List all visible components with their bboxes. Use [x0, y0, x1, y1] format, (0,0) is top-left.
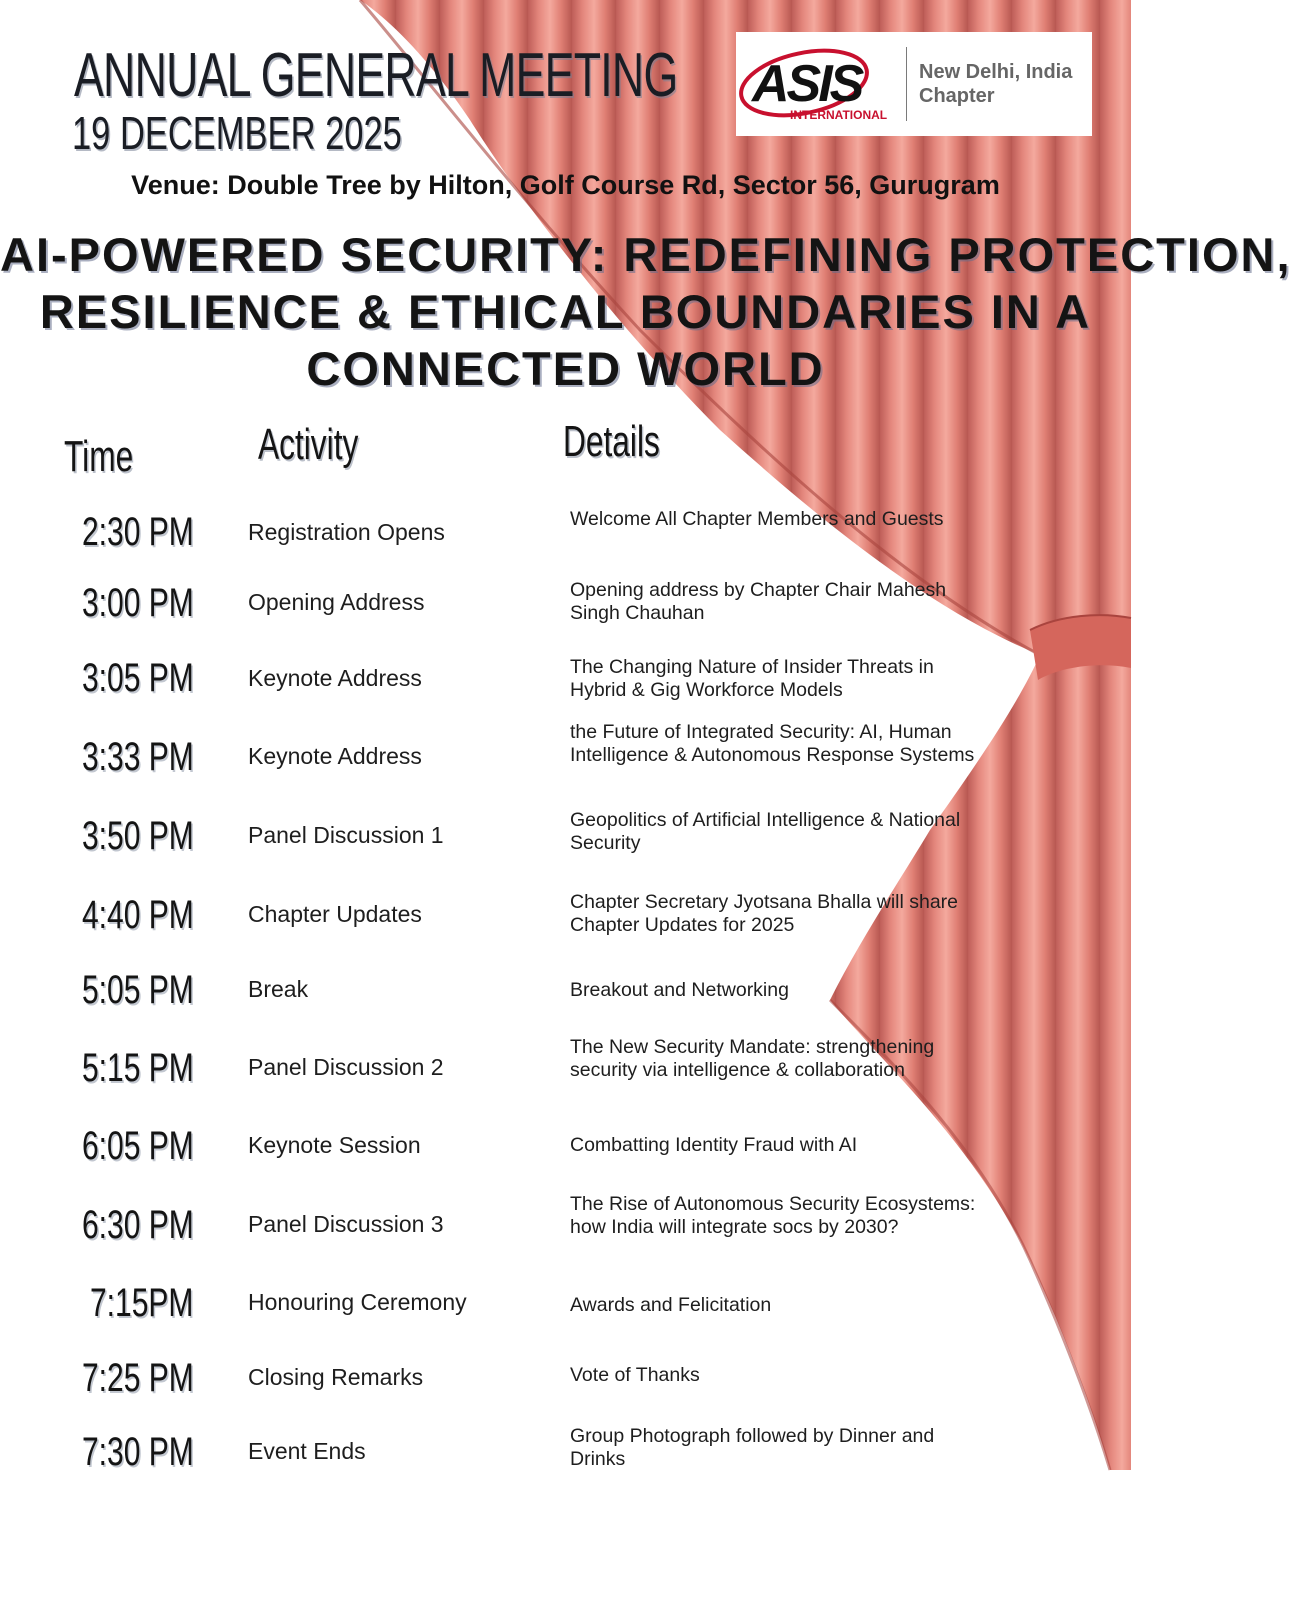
- row-activity: Break: [248, 976, 309, 1002]
- asis-logo-icon: [738, 39, 898, 129]
- column-header-time: Time: [64, 432, 134, 481]
- column-header-details: Details: [563, 417, 660, 466]
- row-activity: Opening Address: [248, 589, 425, 615]
- event-theme: [0, 226, 1292, 397]
- row-time: 6:05 PM: [82, 1124, 194, 1168]
- asis-brand-sub: INTERNATIONAL: [790, 108, 888, 122]
- event-title: ANNUAL GENERAL MEETING: [74, 41, 678, 110]
- row-time: 4:40 PM: [82, 893, 194, 937]
- theme-line-1: AI-POWERED SECURITY: REDEFINING PROTECTION,: [0, 228, 1292, 281]
- row-time: 2:30 PM: [82, 510, 194, 554]
- venue: Venue: Double Tree by Hilton, Golf Course Rd, Sector 56, Gurugram: [131, 170, 1000, 200]
- row-details: Geopolitics of Artificial Intelligence & National Security: [570, 809, 961, 854]
- row-activity: Keynote Address: [248, 665, 422, 691]
- row-details: Breakout and Networking: [570, 979, 789, 1001]
- row-details: Awards and Felicitation: [570, 1294, 772, 1316]
- row-activity: Keynote Session: [248, 1132, 421, 1158]
- row-details: The Rise of Autonomous Security Ecosystems: how India will integrate socs by 2030?: [570, 1193, 976, 1238]
- row-activity: Panel Discussion 1: [248, 822, 444, 848]
- chapter-name: [919, 60, 1072, 108]
- row-time: 5:05 PM: [82, 968, 194, 1012]
- row-time: 7:15PM: [90, 1281, 194, 1325]
- row-details: the Future of Integrated Security: AI, Human Intelligence & Autonomous Response Systems: [570, 721, 975, 766]
- row-activity: Panel Discussion 2: [248, 1054, 444, 1080]
- event-date: 19 DECEMBER 2025: [72, 107, 402, 159]
- row-activity: Keynote Address: [248, 743, 422, 769]
- row-activity: Panel Discussion 3: [248, 1211, 444, 1237]
- theme-line-2: RESILIENCE & ETHICAL BOUNDARIES IN A: [39, 285, 1092, 338]
- row-time: 3:33 PM: [82, 735, 194, 779]
- row-details: Combatting Identity Fraud with AI: [570, 1134, 858, 1156]
- row-activity: Event Ends: [248, 1438, 366, 1464]
- row-details: The Changing Nature of Insider Threats in Hybrid & Gig Workforce Models: [570, 656, 934, 701]
- theme-line-3: CONNECTED WORLD: [306, 342, 825, 395]
- row-time: 3:00 PM: [82, 581, 194, 625]
- chapter-line-2: Chapter: [919, 85, 995, 107]
- row-details: The New Security Mandate: strengthening security via intelligence & collaboration: [570, 1036, 935, 1081]
- chapter-line-1: New Delhi, India: [919, 61, 1073, 83]
- logo-divider: [906, 47, 907, 121]
- row-activity: Chapter Updates: [248, 901, 422, 927]
- asis-brand-text: ASIS: [752, 55, 862, 113]
- row-time: 7:25 PM: [82, 1356, 194, 1400]
- row-activity: Honouring Ceremony: [248, 1289, 467, 1315]
- row-details: Vote of Thanks: [570, 1364, 700, 1386]
- row-time: 7:30 PM: [82, 1430, 194, 1474]
- row-details: Welcome All Chapter Members and Guests: [570, 508, 944, 530]
- column-header-activity: Activity: [258, 420, 359, 469]
- row-activity: Registration Opens: [248, 519, 445, 545]
- row-details: Opening address by Chapter Chair Mahesh Singh Chauhan: [570, 579, 947, 624]
- row-time: 3:50 PM: [82, 814, 194, 858]
- row-time: 6:30 PM: [82, 1203, 194, 1247]
- row-details: Group Photograph followed by Dinner and Drinks: [570, 1425, 935, 1470]
- row-activity: Closing Remarks: [248, 1364, 424, 1390]
- row-details: Chapter Secretary Jyotsana Bhalla will share Chapter Updates for 2025: [570, 891, 959, 936]
- asis-logo: [736, 32, 1092, 136]
- row-time: 5:15 PM: [82, 1046, 194, 1090]
- row-time: 3:05 PM: [82, 656, 194, 700]
